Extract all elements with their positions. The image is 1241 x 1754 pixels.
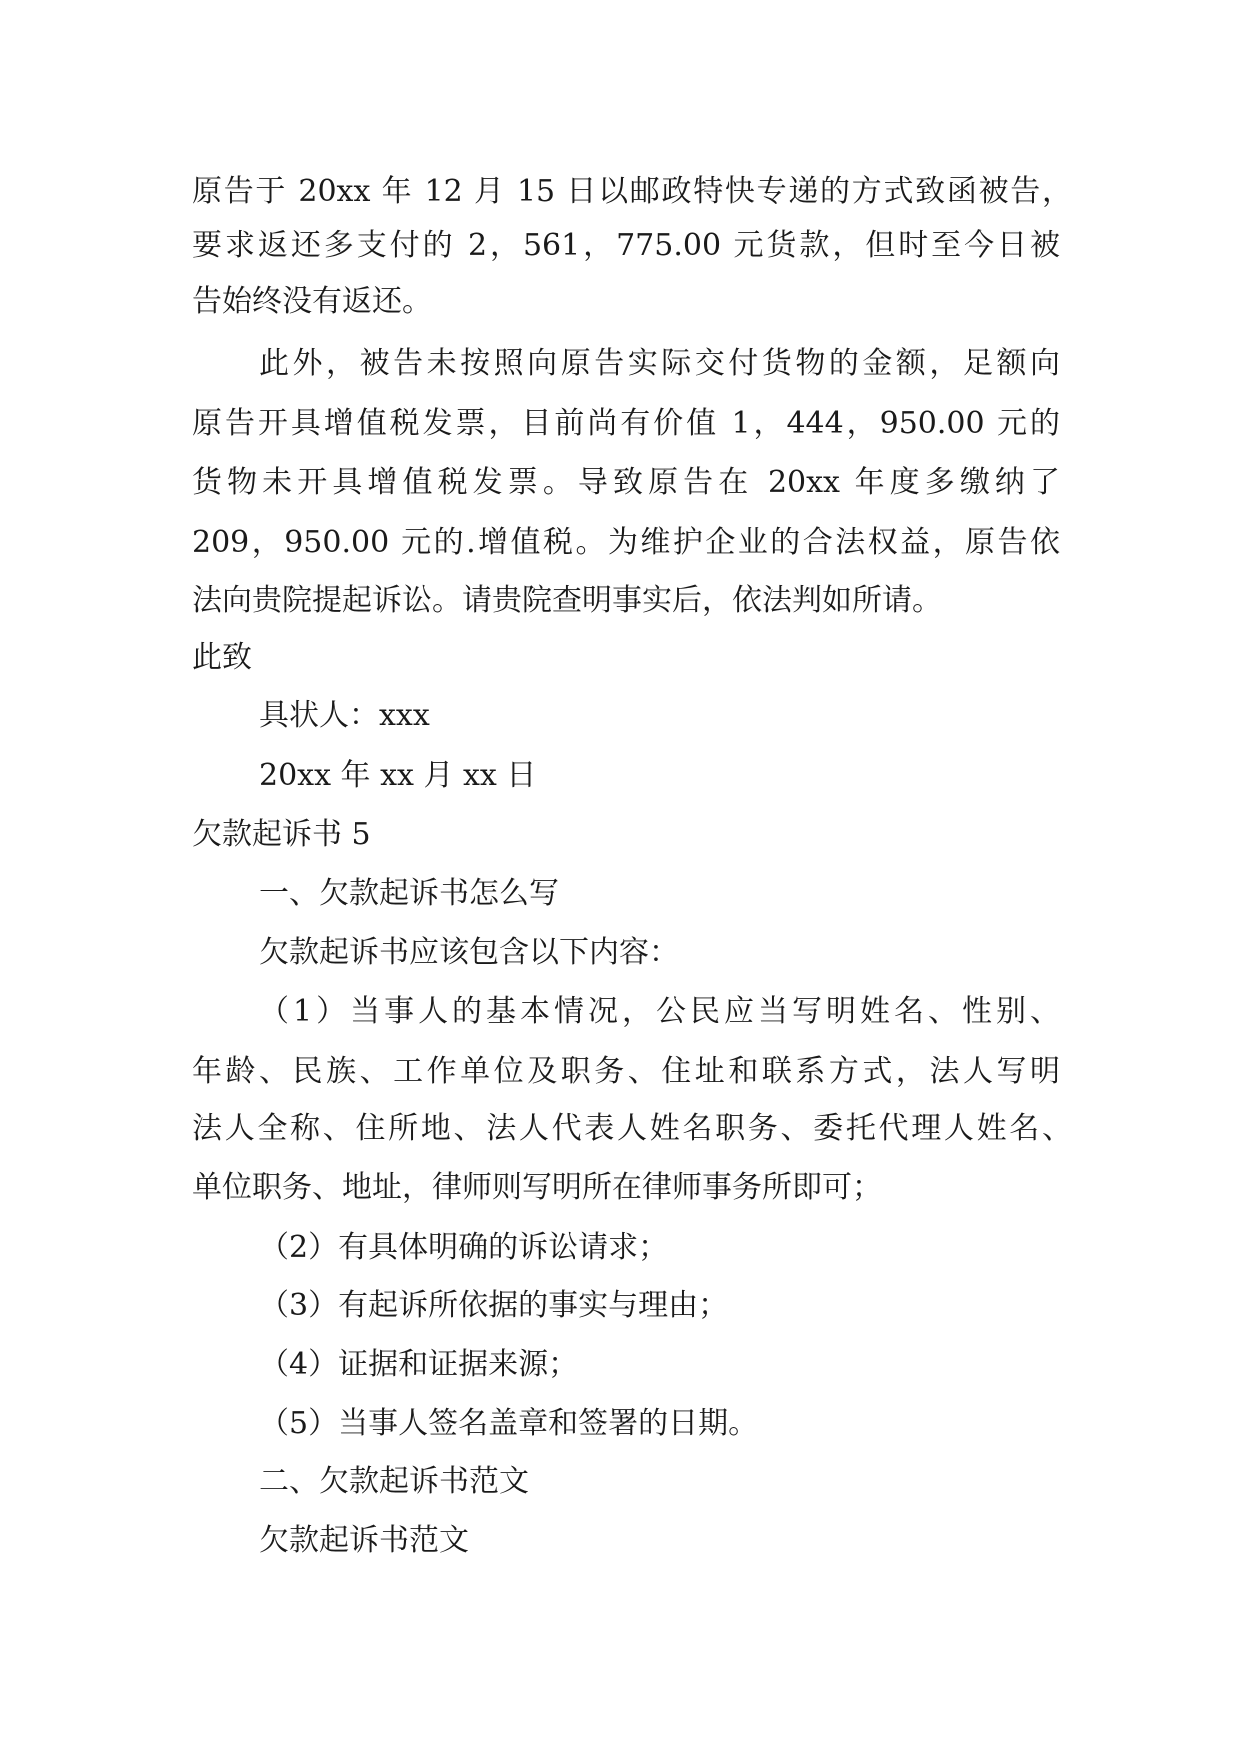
list-item-line: 年龄、民族、工作单位及职务、住址和联系方式，法人写明 [192, 1054, 1060, 1089]
list-item: （4）证据和证据来源； [259, 1347, 579, 1382]
list-item-line: 法人全称、住所地、法人代表人姓名职务、委托代理人姓名、 [192, 1111, 1072, 1146]
body-text-line: 告始终没有返还。 [192, 284, 432, 319]
list-item: （5）当事人签名盖章和签署的日期。 [259, 1406, 759, 1441]
body-text-line: 要求返还多支付的 2，561，775.00 元货款，但时至今日被 [192, 228, 1060, 263]
list-item: （3）有起诉所依据的事实与理由； [259, 1288, 729, 1323]
body-text-line: 法向贵院提起诉讼。请贵院查明事实后，依法判如所请。 [192, 583, 942, 618]
body-text-line: 此外，被告未按照向原告实际交付货物的金额，足额向 [259, 346, 1060, 381]
body-text-line: 209，950.00 元的.增值税。为维护企业的合法权益，原告依 [192, 525, 1060, 560]
body-text-line: 原告开具增值税发票，目前尚有价值 1，444，950.00 元的 [192, 406, 1060, 441]
list-item-line: （1）当事人的基本情况，公民应当写明姓名、性别、 [259, 994, 1060, 1029]
section-heading: 二、欠款起诉书范文 [259, 1464, 529, 1499]
section-heading: 一、欠款起诉书怎么写 [259, 876, 559, 911]
closing-salutation: 此致 [192, 640, 252, 675]
list-item: （2）有具体明确的诉讼请求； [259, 1230, 669, 1265]
body-text-line: 欠款起诉书应该包含以下内容： [259, 935, 679, 970]
section-title: 欠款起诉书 5 [192, 817, 371, 852]
body-text-line: 货物未开具增值税发票。导致原告在 20xx 年度多缴纳了 [192, 465, 1060, 500]
body-text-line: 欠款起诉书范文 [259, 1523, 469, 1558]
list-item-line: 单位职务、地址，律师则写明所在律师事务所即可； [192, 1170, 882, 1205]
signature-line: 具状人：xxx [259, 698, 430, 733]
body-text-line: 原告于 20xx 年 12 月 15 日以邮政特快专递的方式致函被告， [192, 174, 1072, 209]
date-line: 20xx 年 xx 月 xx 日 [259, 758, 537, 793]
